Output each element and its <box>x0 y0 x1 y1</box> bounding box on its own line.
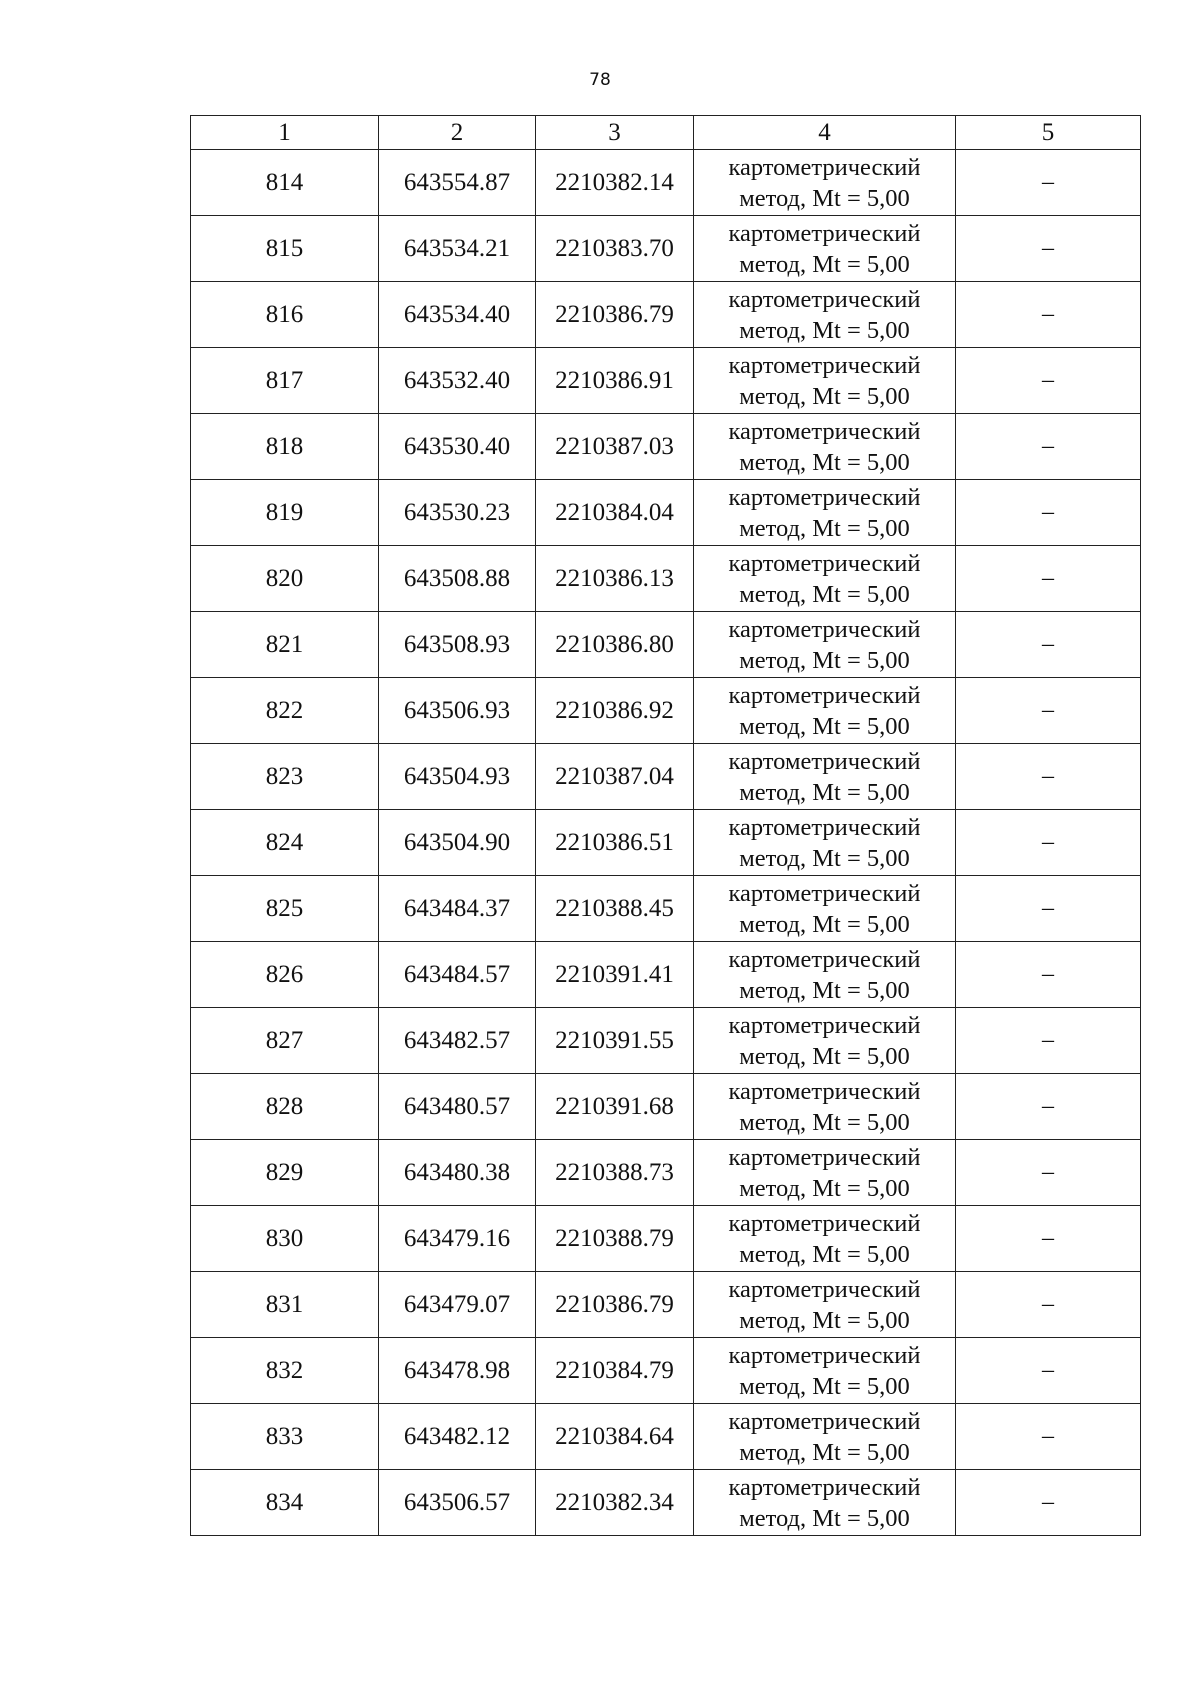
y-coordinate-cell: 2210386.92 <box>536 678 694 744</box>
y-coordinate-cell: 2210391.41 <box>536 942 694 1008</box>
method-line-1: картометрический <box>728 945 921 973</box>
table-row <box>191 744 1141 810</box>
column-5-cell: – <box>956 678 1141 744</box>
header-col-2: 2 <box>379 116 536 150</box>
method-line-2: метод, Mt = 5,00 <box>739 646 910 674</box>
point-number-cell: 828 <box>191 1074 379 1140</box>
method-line-2: метод, Mt = 5,00 <box>739 712 910 740</box>
header-col-3: 3 <box>536 116 694 150</box>
method-cell <box>694 678 956 744</box>
table-row <box>191 150 1141 216</box>
x-coordinate-cell: 643482.57 <box>379 1008 536 1074</box>
y-coordinate-cell: 2210384.64 <box>536 1404 694 1470</box>
method-cell <box>694 282 956 348</box>
method-cell <box>694 942 956 1008</box>
method-cell <box>694 414 956 480</box>
point-number-cell: 817 <box>191 348 379 414</box>
column-5-cell: – <box>956 1140 1141 1206</box>
column-5-cell: – <box>956 1338 1141 1404</box>
point-number-cell: 832 <box>191 1338 379 1404</box>
column-5-cell: – <box>956 414 1141 480</box>
table-row <box>191 612 1141 678</box>
table-row <box>191 282 1141 348</box>
x-coordinate-cell: 643506.57 <box>379 1470 536 1536</box>
method-cell <box>694 480 956 546</box>
column-5-cell: – <box>956 1404 1141 1470</box>
table-row <box>191 942 1141 1008</box>
method-line-2: метод, Mt = 5,00 <box>739 448 910 476</box>
point-number-cell: 825 <box>191 876 379 942</box>
method-line-1: картометрический <box>728 1209 921 1237</box>
method-cell <box>694 216 956 282</box>
method-line-1: картометрический <box>728 285 921 313</box>
method-line-2: метод, Mt = 5,00 <box>739 514 910 542</box>
table-row <box>191 1272 1141 1338</box>
x-coordinate-cell: 643530.23 <box>379 480 536 546</box>
table-row <box>191 216 1141 282</box>
y-coordinate-cell: 2210388.45 <box>536 876 694 942</box>
point-number-cell: 831 <box>191 1272 379 1338</box>
x-coordinate-cell: 643480.38 <box>379 1140 536 1206</box>
column-5-cell: – <box>956 480 1141 546</box>
table-row <box>191 1074 1141 1140</box>
y-coordinate-cell: 2210386.79 <box>536 1272 694 1338</box>
y-coordinate-cell: 2210388.79 <box>536 1206 694 1272</box>
table-row <box>191 1404 1141 1470</box>
x-coordinate-cell: 643484.37 <box>379 876 536 942</box>
method-line-1: картометрический <box>728 153 921 181</box>
column-5-cell: – <box>956 546 1141 612</box>
column-5-cell: – <box>956 1074 1141 1140</box>
point-number-cell: 820 <box>191 546 379 612</box>
x-coordinate-cell: 643504.90 <box>379 810 536 876</box>
method-line-2: метод, Mt = 5,00 <box>739 1504 910 1532</box>
method-cell <box>694 1404 956 1470</box>
point-number-cell: 822 <box>191 678 379 744</box>
point-number-cell: 814 <box>191 150 379 216</box>
column-5-cell: – <box>956 150 1141 216</box>
y-coordinate-cell: 2210386.51 <box>536 810 694 876</box>
method-line-1: картометрический <box>728 1143 921 1171</box>
point-number-cell: 821 <box>191 612 379 678</box>
method-line-1: картометрический <box>728 219 921 247</box>
column-5-cell: – <box>956 1272 1141 1338</box>
method-line-1: картометрический <box>728 1275 921 1303</box>
point-number-cell: 826 <box>191 942 379 1008</box>
point-number-cell: 827 <box>191 1008 379 1074</box>
x-coordinate-cell: 643480.57 <box>379 1074 536 1140</box>
column-5-cell: – <box>956 876 1141 942</box>
x-coordinate-cell: 643554.87 <box>379 150 536 216</box>
table-row <box>191 876 1141 942</box>
y-coordinate-cell: 2210382.14 <box>536 150 694 216</box>
column-5-cell: – <box>956 942 1141 1008</box>
method-line-1: картометрический <box>728 1407 921 1435</box>
method-line-1: картометрический <box>728 1077 921 1105</box>
method-line-2: метод, Mt = 5,00 <box>739 1306 910 1334</box>
column-5-cell: – <box>956 612 1141 678</box>
y-coordinate-cell: 2210388.73 <box>536 1140 694 1206</box>
y-coordinate-cell: 2210382.34 <box>536 1470 694 1536</box>
method-line-1: картометрический <box>728 615 921 643</box>
method-line-1: картометрический <box>728 483 921 511</box>
table-row <box>191 546 1141 612</box>
table-body <box>191 150 1141 1536</box>
column-5-cell: – <box>956 744 1141 810</box>
x-coordinate-cell: 643532.40 <box>379 348 536 414</box>
y-coordinate-cell: 2210384.04 <box>536 480 694 546</box>
method-line-2: метод, Mt = 5,00 <box>739 1108 910 1136</box>
x-coordinate-cell: 643479.16 <box>379 1206 536 1272</box>
column-5-cell: – <box>956 282 1141 348</box>
y-coordinate-cell: 2210386.91 <box>536 348 694 414</box>
point-number-cell: 823 <box>191 744 379 810</box>
table-row <box>191 1338 1141 1404</box>
y-coordinate-cell: 2210391.68 <box>536 1074 694 1140</box>
coordinates-table <box>190 115 1141 1536</box>
method-cell <box>694 348 956 414</box>
method-cell <box>694 1140 956 1206</box>
method-line-2: метод, Mt = 5,00 <box>739 1042 910 1070</box>
y-coordinate-cell: 2210391.55 <box>536 1008 694 1074</box>
y-coordinate-cell: 2210387.04 <box>536 744 694 810</box>
x-coordinate-cell: 643508.93 <box>379 612 536 678</box>
column-5-cell: – <box>956 1008 1141 1074</box>
method-cell <box>694 744 956 810</box>
point-number-cell: 815 <box>191 216 379 282</box>
method-line-2: метод, Mt = 5,00 <box>739 844 910 872</box>
y-coordinate-cell: 2210383.70 <box>536 216 694 282</box>
method-cell <box>694 1272 956 1338</box>
method-line-2: метод, Mt = 5,00 <box>739 1372 910 1400</box>
column-5-cell: – <box>956 810 1141 876</box>
method-cell <box>694 546 956 612</box>
table-row <box>191 480 1141 546</box>
method-line-2: метод, Mt = 5,00 <box>739 976 910 1004</box>
method-line-1: картометрический <box>728 681 921 709</box>
method-line-1: картометрический <box>728 351 921 379</box>
method-cell <box>694 150 956 216</box>
method-line-2: метод, Mt = 5,00 <box>739 1240 910 1268</box>
point-number-cell: 834 <box>191 1470 379 1536</box>
point-number-cell: 830 <box>191 1206 379 1272</box>
header-col-1: 1 <box>191 116 379 150</box>
x-coordinate-cell: 643534.21 <box>379 216 536 282</box>
method-line-1: картометрический <box>728 879 921 907</box>
y-coordinate-cell: 2210386.13 <box>536 546 694 612</box>
table-row <box>191 348 1141 414</box>
column-5-cell: – <box>956 1206 1141 1272</box>
column-5-cell: – <box>956 1470 1141 1536</box>
point-number-cell: 819 <box>191 480 379 546</box>
point-number-cell: 816 <box>191 282 379 348</box>
method-line-1: картометрический <box>728 1011 921 1039</box>
x-coordinate-cell: 643478.98 <box>379 1338 536 1404</box>
table-row <box>191 1140 1141 1206</box>
header-col-5: 5 <box>956 116 1141 150</box>
y-coordinate-cell: 2210384.79 <box>536 1338 694 1404</box>
method-line-1: картометрический <box>728 1473 921 1501</box>
header-col-4: 4 <box>694 116 956 150</box>
table-row <box>191 1470 1141 1536</box>
x-coordinate-cell: 643484.57 <box>379 942 536 1008</box>
method-line-1: картометрический <box>728 747 921 775</box>
method-line-1: картометрический <box>728 1341 921 1369</box>
method-line-2: метод, Mt = 5,00 <box>739 316 910 344</box>
method-line-2: метод, Mt = 5,00 <box>739 778 910 806</box>
table-row <box>191 678 1141 744</box>
method-line-2: метод, Mt = 5,00 <box>739 184 910 212</box>
table-row <box>191 1008 1141 1074</box>
table-row <box>191 1206 1141 1272</box>
point-number-cell: 833 <box>191 1404 379 1470</box>
method-cell <box>694 1206 956 1272</box>
header-row <box>191 116 1141 150</box>
x-coordinate-cell: 643479.07 <box>379 1272 536 1338</box>
method-line-1: картометрический <box>728 417 921 445</box>
page-number: 78 <box>589 70 611 90</box>
x-coordinate-cell: 643504.93 <box>379 744 536 810</box>
table-row <box>191 414 1141 480</box>
x-coordinate-cell: 643530.40 <box>379 414 536 480</box>
y-coordinate-cell: 2210386.79 <box>536 282 694 348</box>
method-cell <box>694 1338 956 1404</box>
method-line-2: метод, Mt = 5,00 <box>739 382 910 410</box>
point-number-cell: 818 <box>191 414 379 480</box>
point-number-cell: 824 <box>191 810 379 876</box>
method-line-1: картометрический <box>728 813 921 841</box>
table-row <box>191 810 1141 876</box>
x-coordinate-cell: 643508.88 <box>379 546 536 612</box>
method-cell <box>694 1470 956 1536</box>
table-header <box>191 116 1141 150</box>
method-cell <box>694 1008 956 1074</box>
method-cell <box>694 612 956 678</box>
method-line-2: метод, Mt = 5,00 <box>739 1174 910 1202</box>
y-coordinate-cell: 2210386.80 <box>536 612 694 678</box>
column-5-cell: – <box>956 348 1141 414</box>
x-coordinate-cell: 643506.93 <box>379 678 536 744</box>
method-line-2: метод, Mt = 5,00 <box>739 910 910 938</box>
x-coordinate-cell: 643534.40 <box>379 282 536 348</box>
method-line-2: метод, Mt = 5,00 <box>739 1438 910 1466</box>
method-line-2: метод, Mt = 5,00 <box>739 580 910 608</box>
method-cell <box>694 810 956 876</box>
y-coordinate-cell: 2210387.03 <box>536 414 694 480</box>
method-line-1: картометрический <box>728 549 921 577</box>
coordinates-table-container <box>190 115 1140 1536</box>
method-line-2: метод, Mt = 5,00 <box>739 250 910 278</box>
column-5-cell: – <box>956 216 1141 282</box>
point-number-cell: 829 <box>191 1140 379 1206</box>
method-cell <box>694 1074 956 1140</box>
method-cell <box>694 876 956 942</box>
x-coordinate-cell: 643482.12 <box>379 1404 536 1470</box>
